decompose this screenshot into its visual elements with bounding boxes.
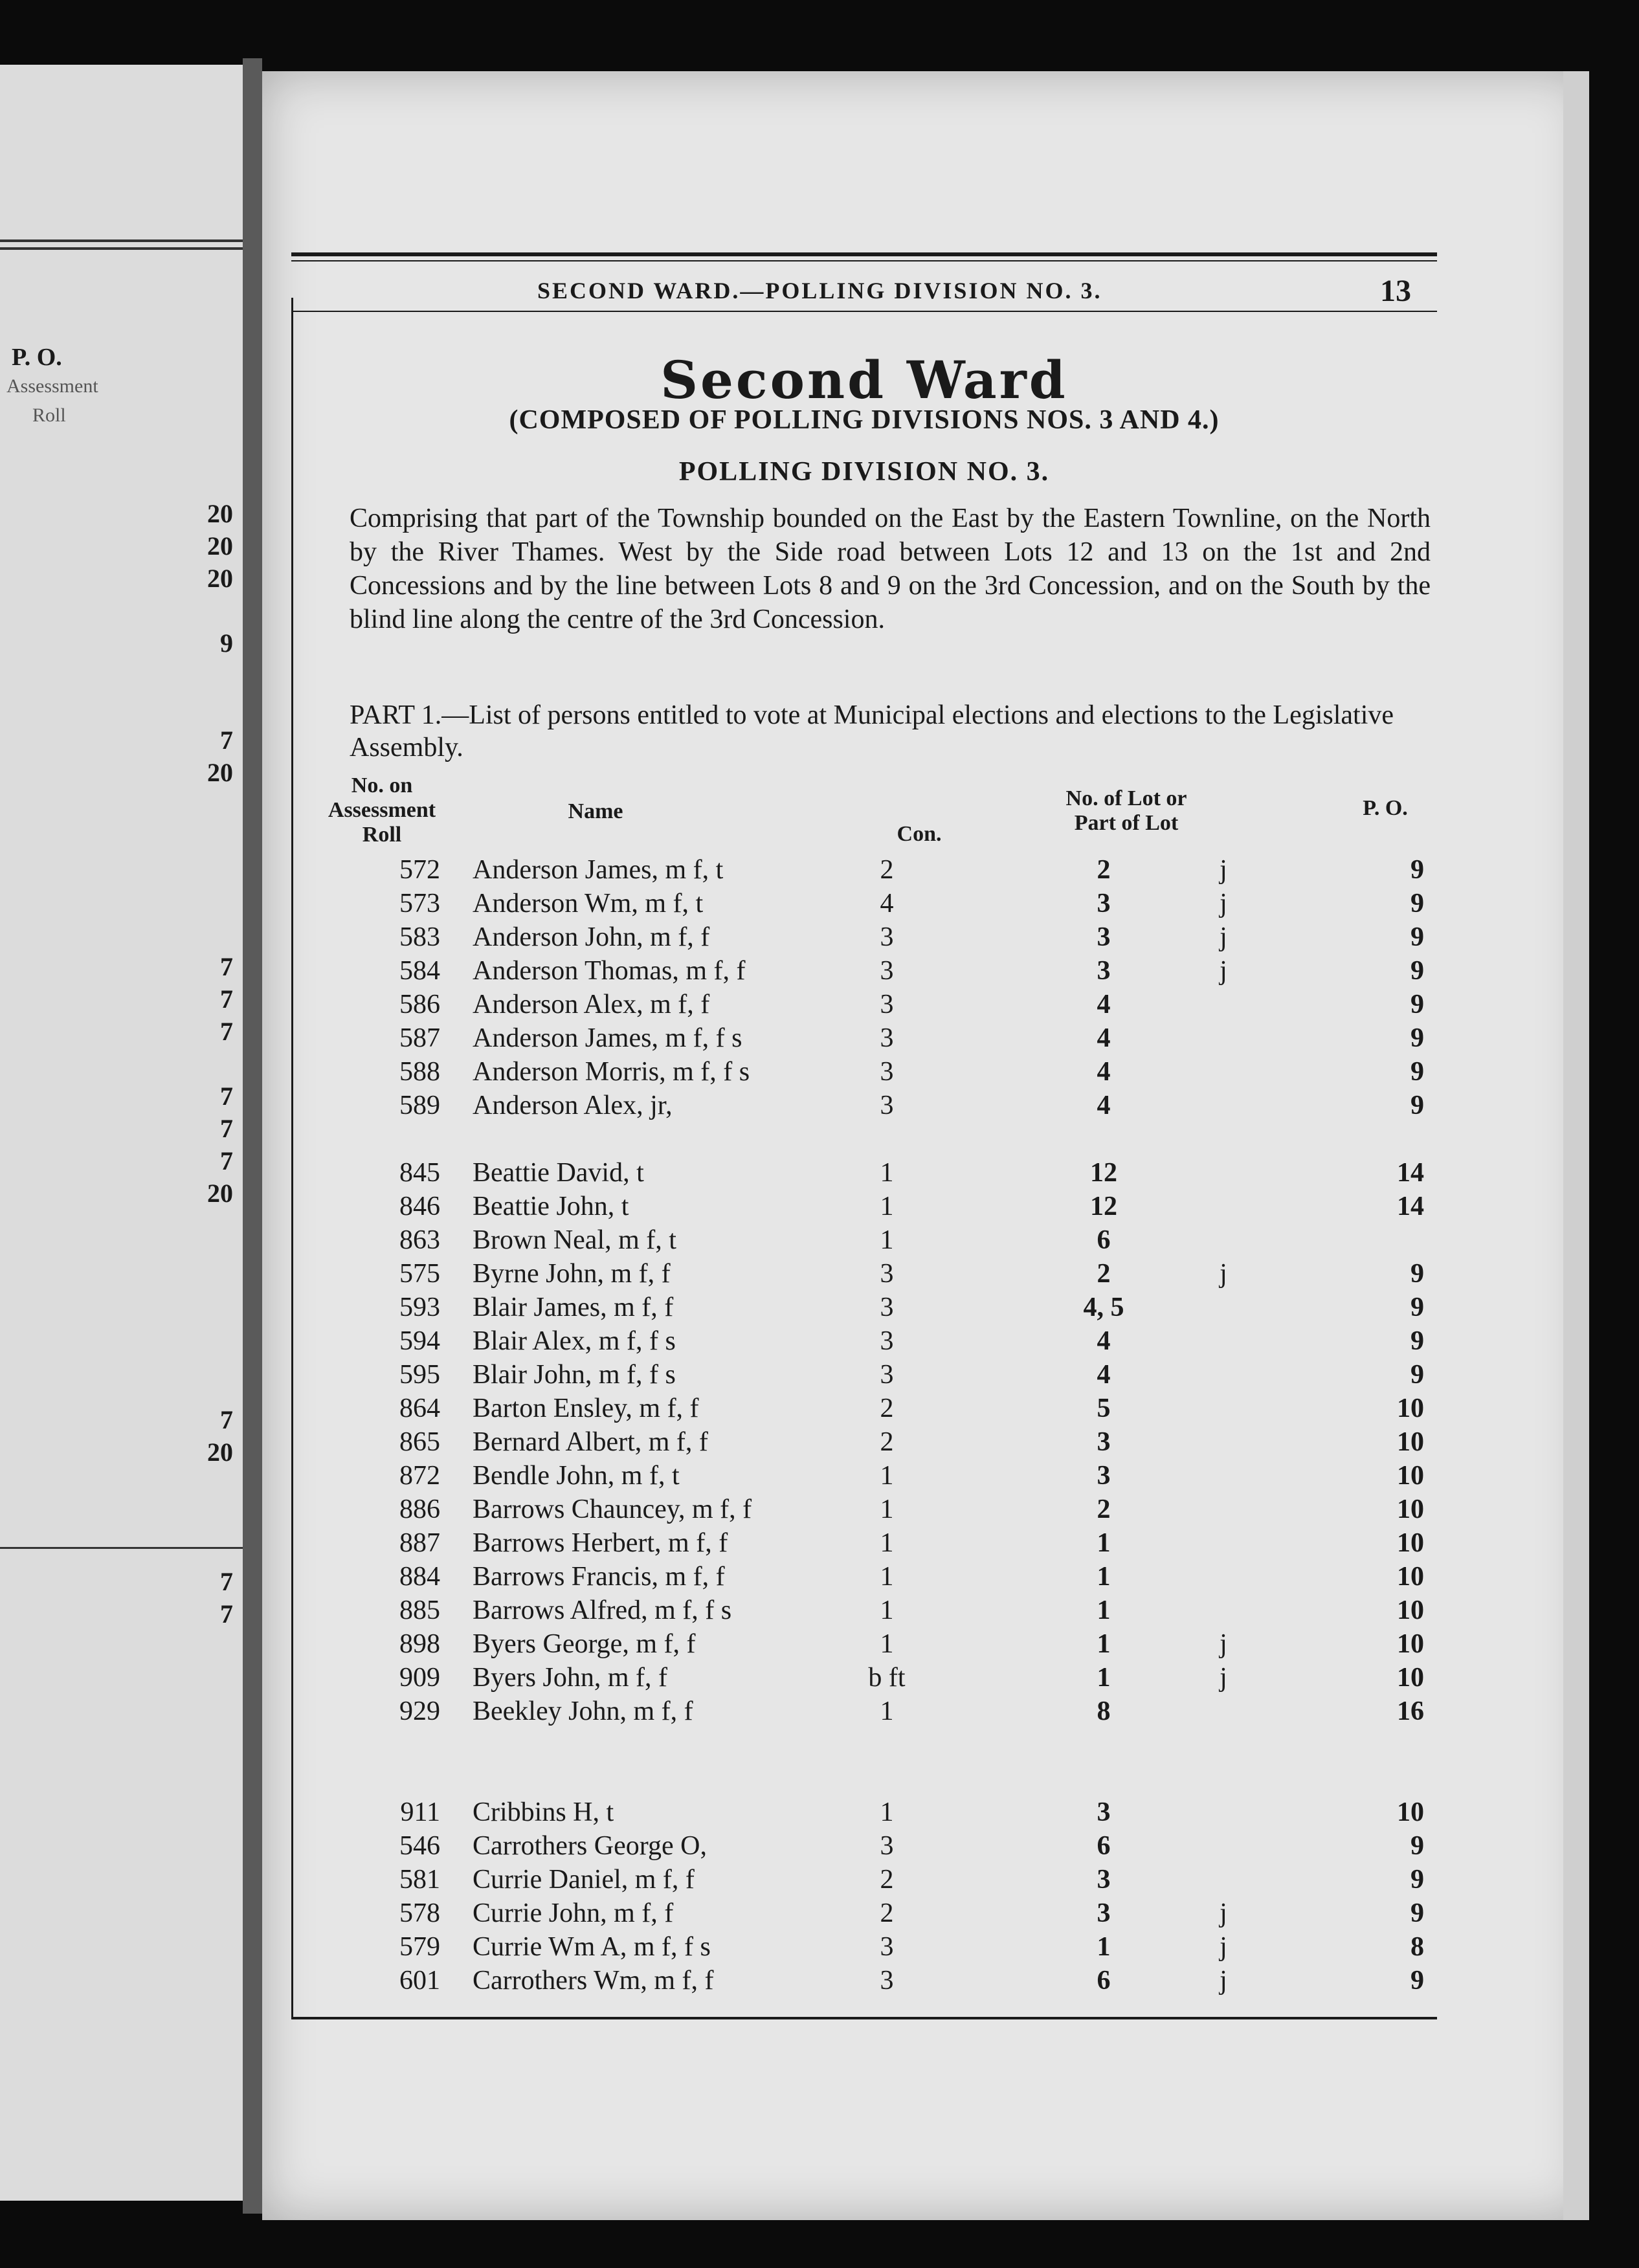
voter-name: Anderson Wm, m f, t <box>473 889 704 918</box>
part-of-lot: j <box>1220 1932 1227 1962</box>
post-office: 9 <box>1410 1091 1424 1120</box>
concession: 1 <box>880 1495 894 1524</box>
assessment-no: 546 <box>399 1831 440 1861</box>
left-page-po-value <box>26 1534 233 1566</box>
left-page-sub-header: Assessment <box>6 375 98 397</box>
part-of-lot: j <box>1220 1898 1227 1928</box>
assessment-no: 601 <box>399 1966 440 1996</box>
part-of-lot: j <box>1220 922 1227 952</box>
voter-name: Carrothers Wm, m f, f <box>473 1966 714 1996</box>
left-page-po-value <box>26 1372 233 1405</box>
table-row <box>350 955 1437 989</box>
lot-number: 1 <box>1097 1562 1111 1592</box>
post-office: 16 <box>1397 1696 1424 1726</box>
lot-number: 12 <box>1090 1158 1117 1188</box>
table-row <box>350 1124 1437 1157</box>
lot-number: 4 <box>1097 1091 1111 1120</box>
table-row <box>350 1662 1437 1696</box>
division-description: Comprising that part of the Township bounded on the East by the Eastern Townline, on the North by the River Thames. West by the Side road between Lots 12 and 13 on the 1st and 2nd Concessions and by the line between Lots 8 and 9 on the 3rd Concession, and on the South by the blind line along the centre of the 3rd Concession. <box>350 504 1431 634</box>
left-page-po-value: 7 <box>220 1567 233 1596</box>
left-page-po-value <box>26 1340 233 1372</box>
part-of-lot: j <box>1220 1966 1227 1996</box>
left-page-po-value: 7 <box>220 984 233 1014</box>
part-heading: PART 1.—List of persons entitled to vote at Municipal elections and elections to the Legislative Assembly. <box>350 700 1394 762</box>
col-header-assessment: No. on Assessment Roll <box>328 773 436 847</box>
concession: 3 <box>880 922 894 952</box>
table-row <box>350 854 1437 888</box>
voter-name: Bendle John, m f, t <box>473 1461 680 1491</box>
concession: 3 <box>880 1326 894 1356</box>
book-gutter <box>243 58 262 2214</box>
post-office: 10 <box>1397 1663 1424 1693</box>
voter-name: Barton Ensley, m f, f <box>473 1394 699 1423</box>
assessment-no: 886 <box>399 1495 440 1524</box>
post-office: 9 <box>1410 1326 1424 1356</box>
left-page-po-value <box>26 822 233 854</box>
page-frame <box>291 274 1437 2019</box>
assessment-no: 885 <box>399 1595 440 1625</box>
post-office: 9 <box>1410 1360 1424 1390</box>
voter-name: Barrows Chauncey, m f, f <box>473 1495 752 1524</box>
post-office: 9 <box>1410 855 1424 885</box>
left-page-po-value: 7 <box>220 1082 233 1111</box>
left-page-sub-header: Roll <box>32 405 66 426</box>
voter-name: Blair Alex, m f, f s <box>473 1326 676 1356</box>
left-page-rule <box>0 239 243 242</box>
post-office: 10 <box>1397 1797 1424 1827</box>
concession: 1 <box>880 1225 894 1255</box>
lot-number: 3 <box>1097 1898 1111 1928</box>
bottom-rule <box>291 2017 1437 2019</box>
left-page-rule <box>0 247 243 250</box>
assessment-no: 588 <box>399 1057 440 1087</box>
voter-name: Barrows Francis, m f, f <box>473 1562 725 1592</box>
table-row <box>350 1830 1437 1864</box>
left-page-po-value: 20 <box>207 1179 233 1208</box>
concession: 2 <box>880 1394 894 1423</box>
voter-name: Anderson Alex, jr, <box>473 1091 673 1120</box>
lot-number: 3 <box>1097 1461 1111 1491</box>
left-page-po-value <box>26 595 233 628</box>
table-row <box>350 922 1437 955</box>
voter-name: Blair John, m f, f s <box>473 1360 676 1390</box>
lot-number: 1 <box>1097 1932 1111 1962</box>
left-page-po-header: P. O. <box>12 344 62 371</box>
voter-name: Anderson Alex, m f, f <box>473 990 710 1019</box>
assessment-no: 572 <box>399 855 440 885</box>
lot-number: 3 <box>1097 1797 1111 1827</box>
voter-name: Brown Neal, m f, t <box>473 1225 676 1255</box>
assessment-no: 593 <box>399 1293 440 1322</box>
concession: 1 <box>880 1528 894 1558</box>
voter-name: Byers John, m f, f <box>473 1663 667 1693</box>
table-row <box>350 1696 1437 1729</box>
table-row <box>350 1528 1437 1561</box>
concession: 1 <box>880 1797 894 1827</box>
table-row <box>350 1729 1437 1763</box>
post-office: 9 <box>1410 1023 1424 1053</box>
left-page-po-value: 20 <box>207 758 233 787</box>
left-page-po-value: 20 <box>207 564 233 593</box>
table-row <box>350 1460 1437 1494</box>
post-office: 10 <box>1397 1461 1424 1491</box>
left-page-po-value: 7 <box>220 1017 233 1046</box>
left-page-po-value: 20 <box>207 1438 233 1467</box>
table-row <box>350 1292 1437 1326</box>
post-office: 9 <box>1410 956 1424 986</box>
concession: 3 <box>880 1831 894 1861</box>
top-rule <box>291 252 1437 256</box>
concession: 1 <box>880 1158 894 1188</box>
lot-number: 4 <box>1097 990 1111 1019</box>
concession: 3 <box>880 1293 894 1322</box>
table-row <box>350 1359 1437 1393</box>
part-of-lot: j <box>1220 1629 1227 1659</box>
post-office: 10 <box>1397 1427 1424 1457</box>
part-of-lot: j <box>1220 889 1227 918</box>
voter-name: Currie Daniel, m f, f <box>473 1865 695 1895</box>
assessment-no: 583 <box>399 922 440 952</box>
lot-number: 3 <box>1097 956 1111 986</box>
lot-number: 2 <box>1097 855 1111 885</box>
table-row <box>350 1191 1437 1225</box>
post-office: 9 <box>1410 1293 1424 1322</box>
lot-number: 4 <box>1097 1326 1111 1356</box>
concession: 4 <box>880 889 894 918</box>
left-page-po-value <box>26 854 233 887</box>
left-page-po-value <box>26 1502 233 1534</box>
left-page-rule <box>0 1547 243 1549</box>
concession: 2 <box>880 1865 894 1895</box>
left-page-po-value: 7 <box>220 1146 233 1175</box>
left-page-po-value: 7 <box>220 1599 233 1629</box>
voter-name: Anderson John, m f, f <box>473 922 710 952</box>
lot-number: 6 <box>1097 1225 1111 1255</box>
left-page-po-value <box>26 1307 233 1340</box>
assessment-no: 863 <box>399 1225 440 1255</box>
left-page-po-value: 20 <box>207 499 233 528</box>
table-row <box>350 1629 1437 1662</box>
assessment-no: 845 <box>399 1158 440 1188</box>
voter-name: Beattie David, t <box>473 1158 644 1188</box>
left-page-po-value <box>26 919 233 951</box>
assessment-no: 884 <box>399 1562 440 1592</box>
assessment-no: 584 <box>399 956 440 986</box>
voter-name: Cribbins H, t <box>473 1797 614 1827</box>
post-office: 10 <box>1397 1495 1424 1524</box>
page-number: 13 <box>1380 274 1411 308</box>
left-border <box>291 298 293 2019</box>
table-row <box>350 1090 1437 1124</box>
concession: 3 <box>880 1057 894 1087</box>
concession: 2 <box>880 1898 894 1928</box>
voter-name: Anderson James, m f, t <box>473 855 724 885</box>
assessment-no: 872 <box>399 1461 440 1491</box>
concession: 2 <box>880 855 894 885</box>
table-row <box>350 1898 1437 1931</box>
concession: 3 <box>880 956 894 986</box>
left-page-po-value: 20 <box>207 531 233 561</box>
lot-number: 4 <box>1097 1057 1111 1087</box>
left-page-po-value <box>26 790 233 822</box>
concession: 3 <box>880 1259 894 1289</box>
voter-name: Currie Wm A, m f, f s <box>473 1932 711 1962</box>
left-page-po-value <box>26 1275 233 1307</box>
assessment-no: 865 <box>399 1427 440 1457</box>
concession: b ft <box>868 1663 906 1693</box>
post-office: 9 <box>1410 990 1424 1019</box>
left-page-po-value: 7 <box>220 1114 233 1143</box>
assessment-no: 911 <box>400 1797 440 1827</box>
left-page-po-value: 7 <box>220 726 233 755</box>
post-office: 14 <box>1397 1158 1424 1188</box>
concession: 1 <box>880 1696 894 1726</box>
table-row <box>350 1494 1437 1528</box>
concession: 3 <box>880 1091 894 1120</box>
left-page-po-value <box>26 1049 233 1081</box>
concession: 1 <box>880 1461 894 1491</box>
lot-number: 1 <box>1097 1528 1111 1558</box>
lot-number: 5 <box>1097 1394 1111 1423</box>
table-row <box>350 1797 1437 1830</box>
lot-number: 1 <box>1097 1663 1111 1693</box>
concession: 3 <box>880 1023 894 1053</box>
lot-number: 1 <box>1097 1595 1111 1625</box>
lot-number: 4 <box>1097 1023 1111 1053</box>
table-row <box>350 1595 1437 1629</box>
left-page-po-value: 7 <box>220 952 233 981</box>
lot-number: 4 <box>1097 1360 1111 1390</box>
page-edge <box>1563 71 1589 2220</box>
table-row <box>350 1864 1437 1898</box>
voter-name: Anderson James, m f, f s <box>473 1023 742 1053</box>
assessment-no: 909 <box>399 1663 440 1693</box>
concession: 3 <box>880 1966 894 1996</box>
col-header-name: Name <box>568 799 623 823</box>
concession: 2 <box>880 1427 894 1457</box>
voter-name: Barrows Alfred, m f, f s <box>473 1595 732 1625</box>
table-row <box>350 1393 1437 1427</box>
assessment-no: 581 <box>399 1865 440 1895</box>
col-header-con: Con. <box>897 822 942 846</box>
voter-name: Anderson Morris, m f, f s <box>473 1057 750 1087</box>
post-office: 10 <box>1397 1562 1424 1592</box>
table-row <box>350 1157 1437 1191</box>
ward-subtitle: (COMPOSED OF POLLING DIVISIONS NOS. 3 AND 4.) <box>509 405 1220 435</box>
voter-name: Currie John, m f, f <box>473 1898 674 1928</box>
lot-number: 2 <box>1097 1259 1111 1289</box>
concession: 3 <box>880 1360 894 1390</box>
lot-number: 6 <box>1097 1966 1111 1996</box>
assessment-no: 846 <box>399 1192 440 1221</box>
post-office: 10 <box>1397 1595 1424 1625</box>
left-page-po-value <box>26 1469 233 1502</box>
voter-name: Barrows Herbert, m f, f <box>473 1528 728 1558</box>
assessment-no: 587 <box>399 1023 440 1053</box>
assessment-no: 586 <box>399 990 440 1019</box>
post-office: 9 <box>1410 922 1424 952</box>
header-rule <box>291 311 1437 312</box>
post-office: 9 <box>1410 889 1424 918</box>
table-row <box>350 1561 1437 1595</box>
lot-number: 3 <box>1097 1427 1111 1457</box>
assessment-no: 579 <box>399 1932 440 1962</box>
voter-name: Anderson Thomas, m f, f <box>473 956 746 986</box>
post-office: 9 <box>1410 1831 1424 1861</box>
table-row <box>350 1427 1437 1460</box>
voter-name: Beattie John, t <box>473 1192 629 1221</box>
concession: 1 <box>880 1562 894 1592</box>
post-office: 10 <box>1397 1394 1424 1423</box>
concession: 3 <box>880 990 894 1019</box>
table-row <box>350 1023 1437 1056</box>
lot-number: 3 <box>1097 889 1111 918</box>
table-row <box>350 888 1437 922</box>
assessment-no: 594 <box>399 1326 440 1356</box>
assessment-no: 578 <box>399 1898 440 1928</box>
division-title: POLLING DIVISION NO. 3. <box>678 457 1050 487</box>
table-row <box>350 1056 1437 1090</box>
assessment-no: 864 <box>399 1394 440 1423</box>
assessment-no: 887 <box>399 1528 440 1558</box>
lot-number: 3 <box>1097 1865 1111 1895</box>
post-office: 8 <box>1410 1932 1424 1962</box>
post-office: 9 <box>1410 1898 1424 1928</box>
voter-name: Carrothers George O, <box>473 1831 707 1861</box>
left-page-po-value <box>26 1210 233 1243</box>
left-page-po-value <box>26 1243 233 1275</box>
concession: 1 <box>880 1595 894 1625</box>
assessment-no: 595 <box>399 1360 440 1390</box>
post-office: 10 <box>1397 1629 1424 1659</box>
ward-title: Second Ward <box>660 350 1068 410</box>
assessment-no: 589 <box>399 1091 440 1120</box>
table-row <box>350 989 1437 1023</box>
voter-name: Blair James, m f, f <box>473 1293 674 1322</box>
table-row <box>350 1225 1437 1258</box>
lot-number: 6 <box>1097 1831 1111 1861</box>
part-of-lot: j <box>1220 1259 1227 1289</box>
left-page-po-column <box>26 498 233 1631</box>
part-of-lot: j <box>1220 855 1227 885</box>
running-head: SECOND WARD.—POLLING DIVISION NO. 3. <box>537 278 1102 304</box>
table-row <box>350 1258 1437 1292</box>
left-page-fragment <box>0 65 247 2201</box>
lot-number: 8 <box>1097 1696 1111 1726</box>
left-page-po-value: 7 <box>220 1405 233 1434</box>
post-office: 9 <box>1410 1259 1424 1289</box>
table-row <box>350 1326 1437 1359</box>
left-page-po-value <box>26 660 233 693</box>
col-header-po: P. O. <box>1363 796 1408 820</box>
assessment-no: 929 <box>399 1696 440 1726</box>
voter-name: Byrne John, m f, f <box>473 1259 671 1289</box>
top-rule <box>291 260 1437 261</box>
post-office: 9 <box>1410 1865 1424 1895</box>
voter-name: Bernard Albert, m f, f <box>473 1427 708 1457</box>
post-office: 9 <box>1410 1057 1424 1087</box>
left-page-po-value <box>26 887 233 919</box>
lot-number: 1 <box>1097 1629 1111 1659</box>
lot-number: 3 <box>1097 922 1111 952</box>
assessment-no: 575 <box>399 1259 440 1289</box>
concession: 1 <box>880 1629 894 1659</box>
assessment-no: 898 <box>399 1629 440 1659</box>
assessment-no: 573 <box>399 889 440 918</box>
col-header-lot: No. of Lot or Part of Lot <box>1065 786 1187 835</box>
table-row <box>350 1931 1437 1965</box>
left-page-po-value <box>26 693 233 725</box>
table-row <box>350 1763 1437 1797</box>
lot-number: 4, 5 <box>1083 1293 1124 1322</box>
concession: 3 <box>880 1932 894 1962</box>
voter-name: Byers George, m f, f <box>473 1629 696 1659</box>
post-office: 10 <box>1397 1528 1424 1558</box>
lot-number: 2 <box>1097 1495 1111 1524</box>
part-of-lot: j <box>1220 1663 1227 1693</box>
lot-number: 12 <box>1090 1192 1117 1221</box>
left-page-po-value: 9 <box>220 628 233 658</box>
post-office: 9 <box>1410 1966 1424 1996</box>
table-row <box>350 1965 1437 1999</box>
part-of-lot: j <box>1220 956 1227 986</box>
voter-name: Beekley John, m f, f <box>473 1696 693 1726</box>
concession: 1 <box>880 1192 894 1221</box>
post-office: 14 <box>1397 1192 1424 1221</box>
